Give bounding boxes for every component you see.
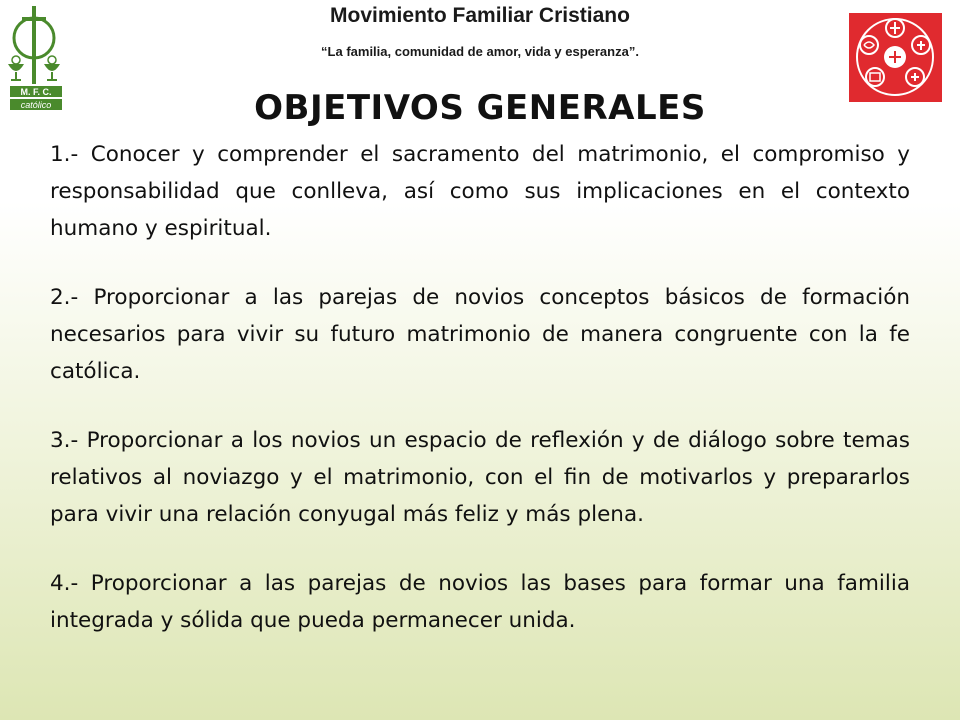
objective-item: 2.- Proporcionar a las parejas de novios conceptos básicos de formación necesarios para vivir su futuro matrimonio de manera congruente con la fe católica. — [50, 285, 910, 384]
slide-title: OBJETIVOS GENERALES — [254, 88, 706, 128]
objective-item: 3.- Proporcionar a los novios un espacio de reflexión y de diálogo sobre temas relativos al noviazgo y el matrimonio, con el fin de motivarlos y prepararlos para vivir una relación conyugal más feliz y más plena. — [50, 428, 910, 527]
objective-item: 4.- Proporcionar a las parejas de novios las bases para formar una familia integrada y sólida que pueda permanecer unida. — [50, 571, 910, 633]
logo-line2: católico — [20, 100, 52, 110]
logo-line1: M. F. C. — [20, 87, 52, 97]
objective-item: 1.- Conocer y comprender el sacramento del matrimonio, el compromiso y responsabilidad que conlleva, así como sus implicaciones en el contexto humano y espiritual. — [50, 142, 910, 241]
tagline: “La familia, comunidad de amor, vida y esperanza”. — [321, 44, 639, 59]
objectives-list — [50, 136, 910, 639]
org-name: Movimiento Familiar Cristiano — [330, 4, 630, 27]
